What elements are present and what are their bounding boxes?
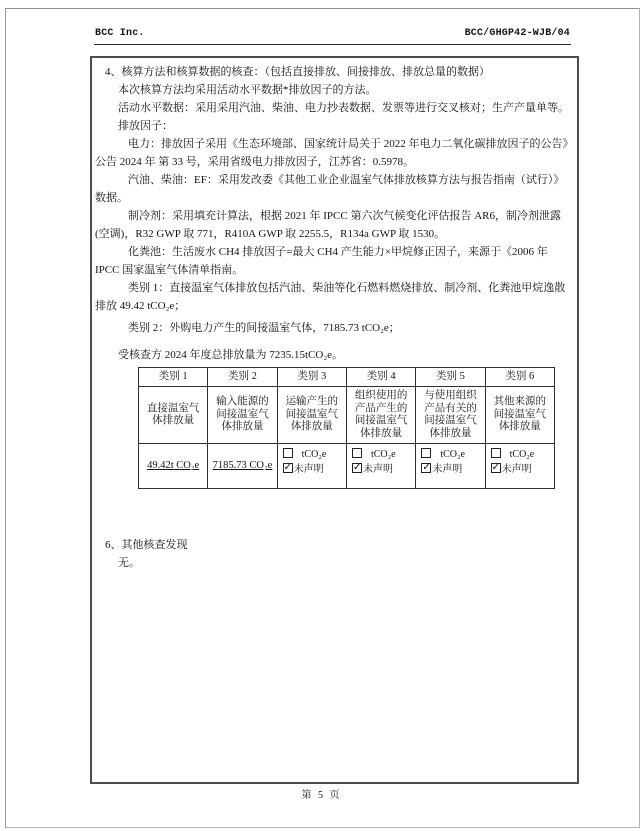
unit-option-label: tCO₂e bbox=[370, 449, 396, 460]
description-cat5: 与使用组织产品有关的间接温室气体排放量 bbox=[416, 387, 485, 444]
not-declared-label: 未声明 bbox=[432, 464, 463, 475]
paragraph-septic-tank: 化粪池：生活废水 CH4 排放因子=最大 CH4 产生能力×甲烷修正因子，来源于《2006 年 IPCC 国家温室气体清单指南。 bbox=[95, 246, 548, 276]
description-cat3: 运输产生的间接温室气体排放量 bbox=[277, 387, 346, 444]
unit-option-label: tCO₂e bbox=[301, 449, 327, 460]
table-value-row bbox=[139, 444, 555, 489]
table-header-cat2: 类别 2 bbox=[208, 368, 277, 387]
not-declared-label: 未声明 bbox=[362, 464, 393, 475]
checkbox-unchecked-icon bbox=[283, 448, 293, 458]
paragraph-activity-data: 活动水平数据：采用采用汽油、柴油、电力抄表数据、发票等进行交叉核对；生产产量单等。 bbox=[118, 102, 569, 114]
value-cell-cat2 bbox=[208, 444, 277, 489]
description-cat4: 组织使用的产品产生的间接温室气体排放量 bbox=[346, 387, 415, 444]
cat1-emission-value: 49.42t CO₂e bbox=[147, 460, 200, 471]
checkbox-checked-icon bbox=[491, 463, 501, 473]
table-header-cat4: 类别 4 bbox=[346, 368, 415, 387]
paragraph-category1: 类别 1：直接温室气体排放包括汽油、柴油等化石燃料燃烧排放、制冷剂、化粪池甲烷逸散排放 49.42 tCO₂e； bbox=[95, 282, 566, 312]
paragraph-refrigerant: 制冷剂：采用填充计算法，根据 2021 年 IPCC 第六次气候变化评估报告 AR6，制冷剂泄露(空调)，R32 GWP 取 771，R410A GWP 取 2255.5，R134a GWP 取 1530。 bbox=[95, 210, 561, 240]
paragraph-method: 本次核算方法均采用活动水平数据*排放因子的方法。 bbox=[118, 84, 377, 96]
document-code: BCC/GHGP42-WJB/04 bbox=[464, 28, 570, 39]
value-cell-cat3 bbox=[277, 444, 346, 489]
table-header-row bbox=[139, 368, 555, 387]
checkbox-checked-icon bbox=[352, 463, 362, 473]
table-header-cat3: 类别 3 bbox=[277, 368, 346, 387]
checkbox-checked-icon bbox=[283, 463, 293, 473]
cat2-emission-value: 7185.73 CO₂e bbox=[212, 460, 273, 471]
table-header-cat6: 类别 6 bbox=[485, 368, 554, 387]
document-header bbox=[95, 28, 570, 39]
checkbox-unchecked-icon bbox=[421, 448, 431, 458]
value-cell-cat5 bbox=[416, 444, 485, 489]
value-cell-cat6 bbox=[485, 444, 554, 489]
content-box bbox=[90, 56, 579, 784]
paragraph-category2: 类别 2：外购电力产生的间接温室气体，7185.73 tCO₂e； bbox=[128, 322, 400, 334]
checkbox-checked-icon bbox=[421, 463, 431, 473]
header-divider bbox=[94, 44, 571, 45]
section6-body: 无。 bbox=[118, 557, 140, 569]
paragraph-electricity: 电力：排放因子采用《生态环境部、国家统计局关于 2022 年电力二氧化碳排放因子的公告》公告 2024 年 第 33 号，采用省级电力排放因子，江苏省：0.5978。 bbox=[95, 138, 568, 168]
paragraph-total-emissions: 受核查方 2024 年度总排放量为 7235.15tCO₂e。 bbox=[118, 349, 344, 361]
table-header-cat5: 类别 5 bbox=[416, 368, 485, 387]
description-cat2: 输入能源的间接温室气体排放量 bbox=[208, 387, 277, 444]
emissions-table bbox=[138, 367, 555, 489]
checkbox-unchecked-icon bbox=[491, 448, 501, 458]
table-header-cat1: 类别 1 bbox=[139, 368, 208, 387]
unit-option-label: tCO₂e bbox=[440, 449, 465, 460]
table-description-row bbox=[139, 387, 555, 444]
value-cell-cat4 bbox=[346, 444, 415, 489]
page-number: 第 5 页 bbox=[301, 790, 342, 801]
description-cat6: 其他来源的间接温室气体排放量 bbox=[485, 387, 554, 444]
section4-title: 4、核算方法和核算数据的核查：（包括直接排放、间接排放、排放总量的数据） bbox=[105, 66, 490, 78]
checkbox-unchecked-icon bbox=[352, 448, 362, 458]
not-declared-label: 未声明 bbox=[501, 464, 532, 475]
unit-option-label: tCO₂e bbox=[509, 449, 535, 460]
description-cat1: 直接温室气体排放量 bbox=[139, 387, 208, 444]
section6-title: 6、其他核查发现 bbox=[105, 539, 188, 551]
paragraph-emission-factor-label: 排放因子： bbox=[118, 120, 173, 132]
company-name: BCC Inc. bbox=[95, 28, 145, 39]
not-declared-label: 未声明 bbox=[293, 464, 324, 475]
paragraph-fuel: 汽油、柴油：EF：采用发改委《其他工业企业温室气体排放核算方法与报告指南（试行）》数据。 bbox=[95, 174, 565, 204]
value-cell-cat1 bbox=[139, 444, 208, 489]
